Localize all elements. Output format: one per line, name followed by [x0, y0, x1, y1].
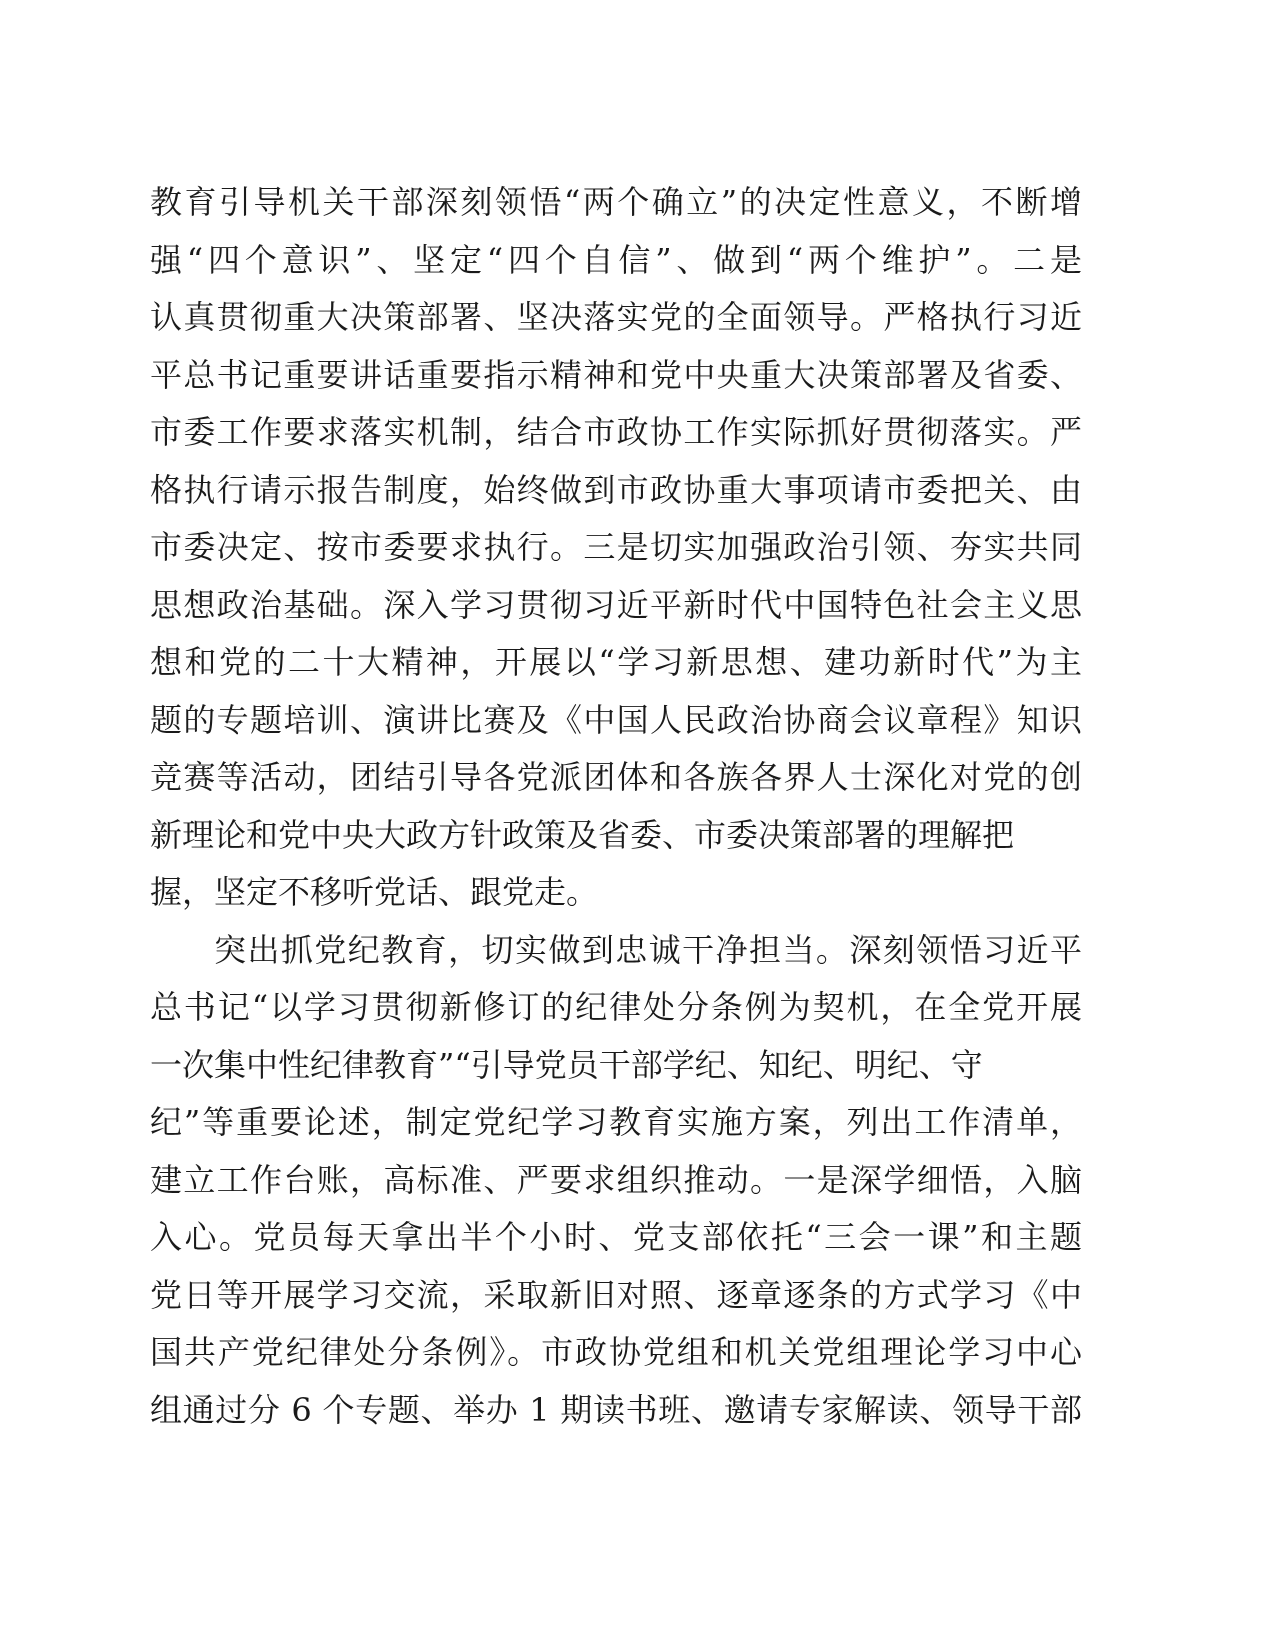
text-line: 市委决定、按市委要求执行。三是切实加强政治引领、夯实共同 [150, 528, 1082, 566]
paragraph-1 [150, 174, 1082, 922]
text-line: 强“四个意识”、坚定“四个自信”、做到“两个维护”。二是 [150, 240, 1082, 279]
text-line: 国共产党纪律处分条例》。市政协党组和机关党组理论学习中心 [150, 1333, 1082, 1371]
text-line: 党日等开展学习交流，采取新旧对照、逐章逐条的方式学习《中 [150, 1275, 1082, 1314]
text-line: 平总书记重要讲话重要指示精神和党中央重大决策部署及省委、 [150, 355, 1082, 394]
text-line: 纪”等重要论述，制定党纪学习教育实施方案，列出工作清单， [150, 1103, 1082, 1141]
text-line: 组通过分 6 个专题、举办 1 期读书班、邀请专家解读、领导干部 [150, 1390, 1082, 1429]
text-line: 总书记“以学习贯彻新修订的纪律处分条例为契机，在全党开展 [150, 988, 1082, 1026]
text-line: 市委工作要求落实机制，结合市政协工作实际抓好贯彻落实。严 [150, 413, 1082, 451]
text-line: 一次集中性纪律教育”“引导党员干部学纪、知纪、明纪、守 [150, 1045, 983, 1084]
text-line: 新理论和党中央大政方针政策及省委、市委决策部署的理解把 [150, 815, 1015, 854]
text-line: 题的专题培训、演讲比赛及《中国人民政治协商会议章程》知识 [150, 700, 1082, 739]
text-line: 教育引导机关干部深刻领悟“两个确立”的决定性意义，不断增 [150, 183, 1082, 221]
text-line: 想和党的二十大精神，开展以“学习新思想、建功新时代”为主 [150, 643, 1082, 681]
text-line: 思想政治基础。深入学习贯彻习近平新时代中国特色社会主义思 [150, 585, 1082, 624]
paragraph-2 [150, 922, 1082, 1440]
text-line: 入心。党员每天拿出半个小时、党支部依托“三会一课”和主题 [150, 1218, 1082, 1256]
text-line: 突出抓党纪教育，切实做到忠诚干净担当。深刻领悟习近平 [214, 930, 1082, 969]
body-text [150, 174, 1082, 1439]
text-line: 握，坚定不移听党话、跟党走。 [150, 873, 599, 911]
text-line: 格执行请示报告制度，始终做到市政协重大事项请市委把关、由 [150, 470, 1082, 509]
text-line: 建立工作台账，高标准、严要求组织推动。一是深学细悟，入脑 [150, 1160, 1082, 1199]
text-line: 竞赛等活动，团结引导各党派团体和各族各界人士深化对党的创 [150, 758, 1082, 796]
text-line: 认真贯彻重大决策部署、坚决落实党的全面领导。严格执行习近 [150, 298, 1082, 336]
